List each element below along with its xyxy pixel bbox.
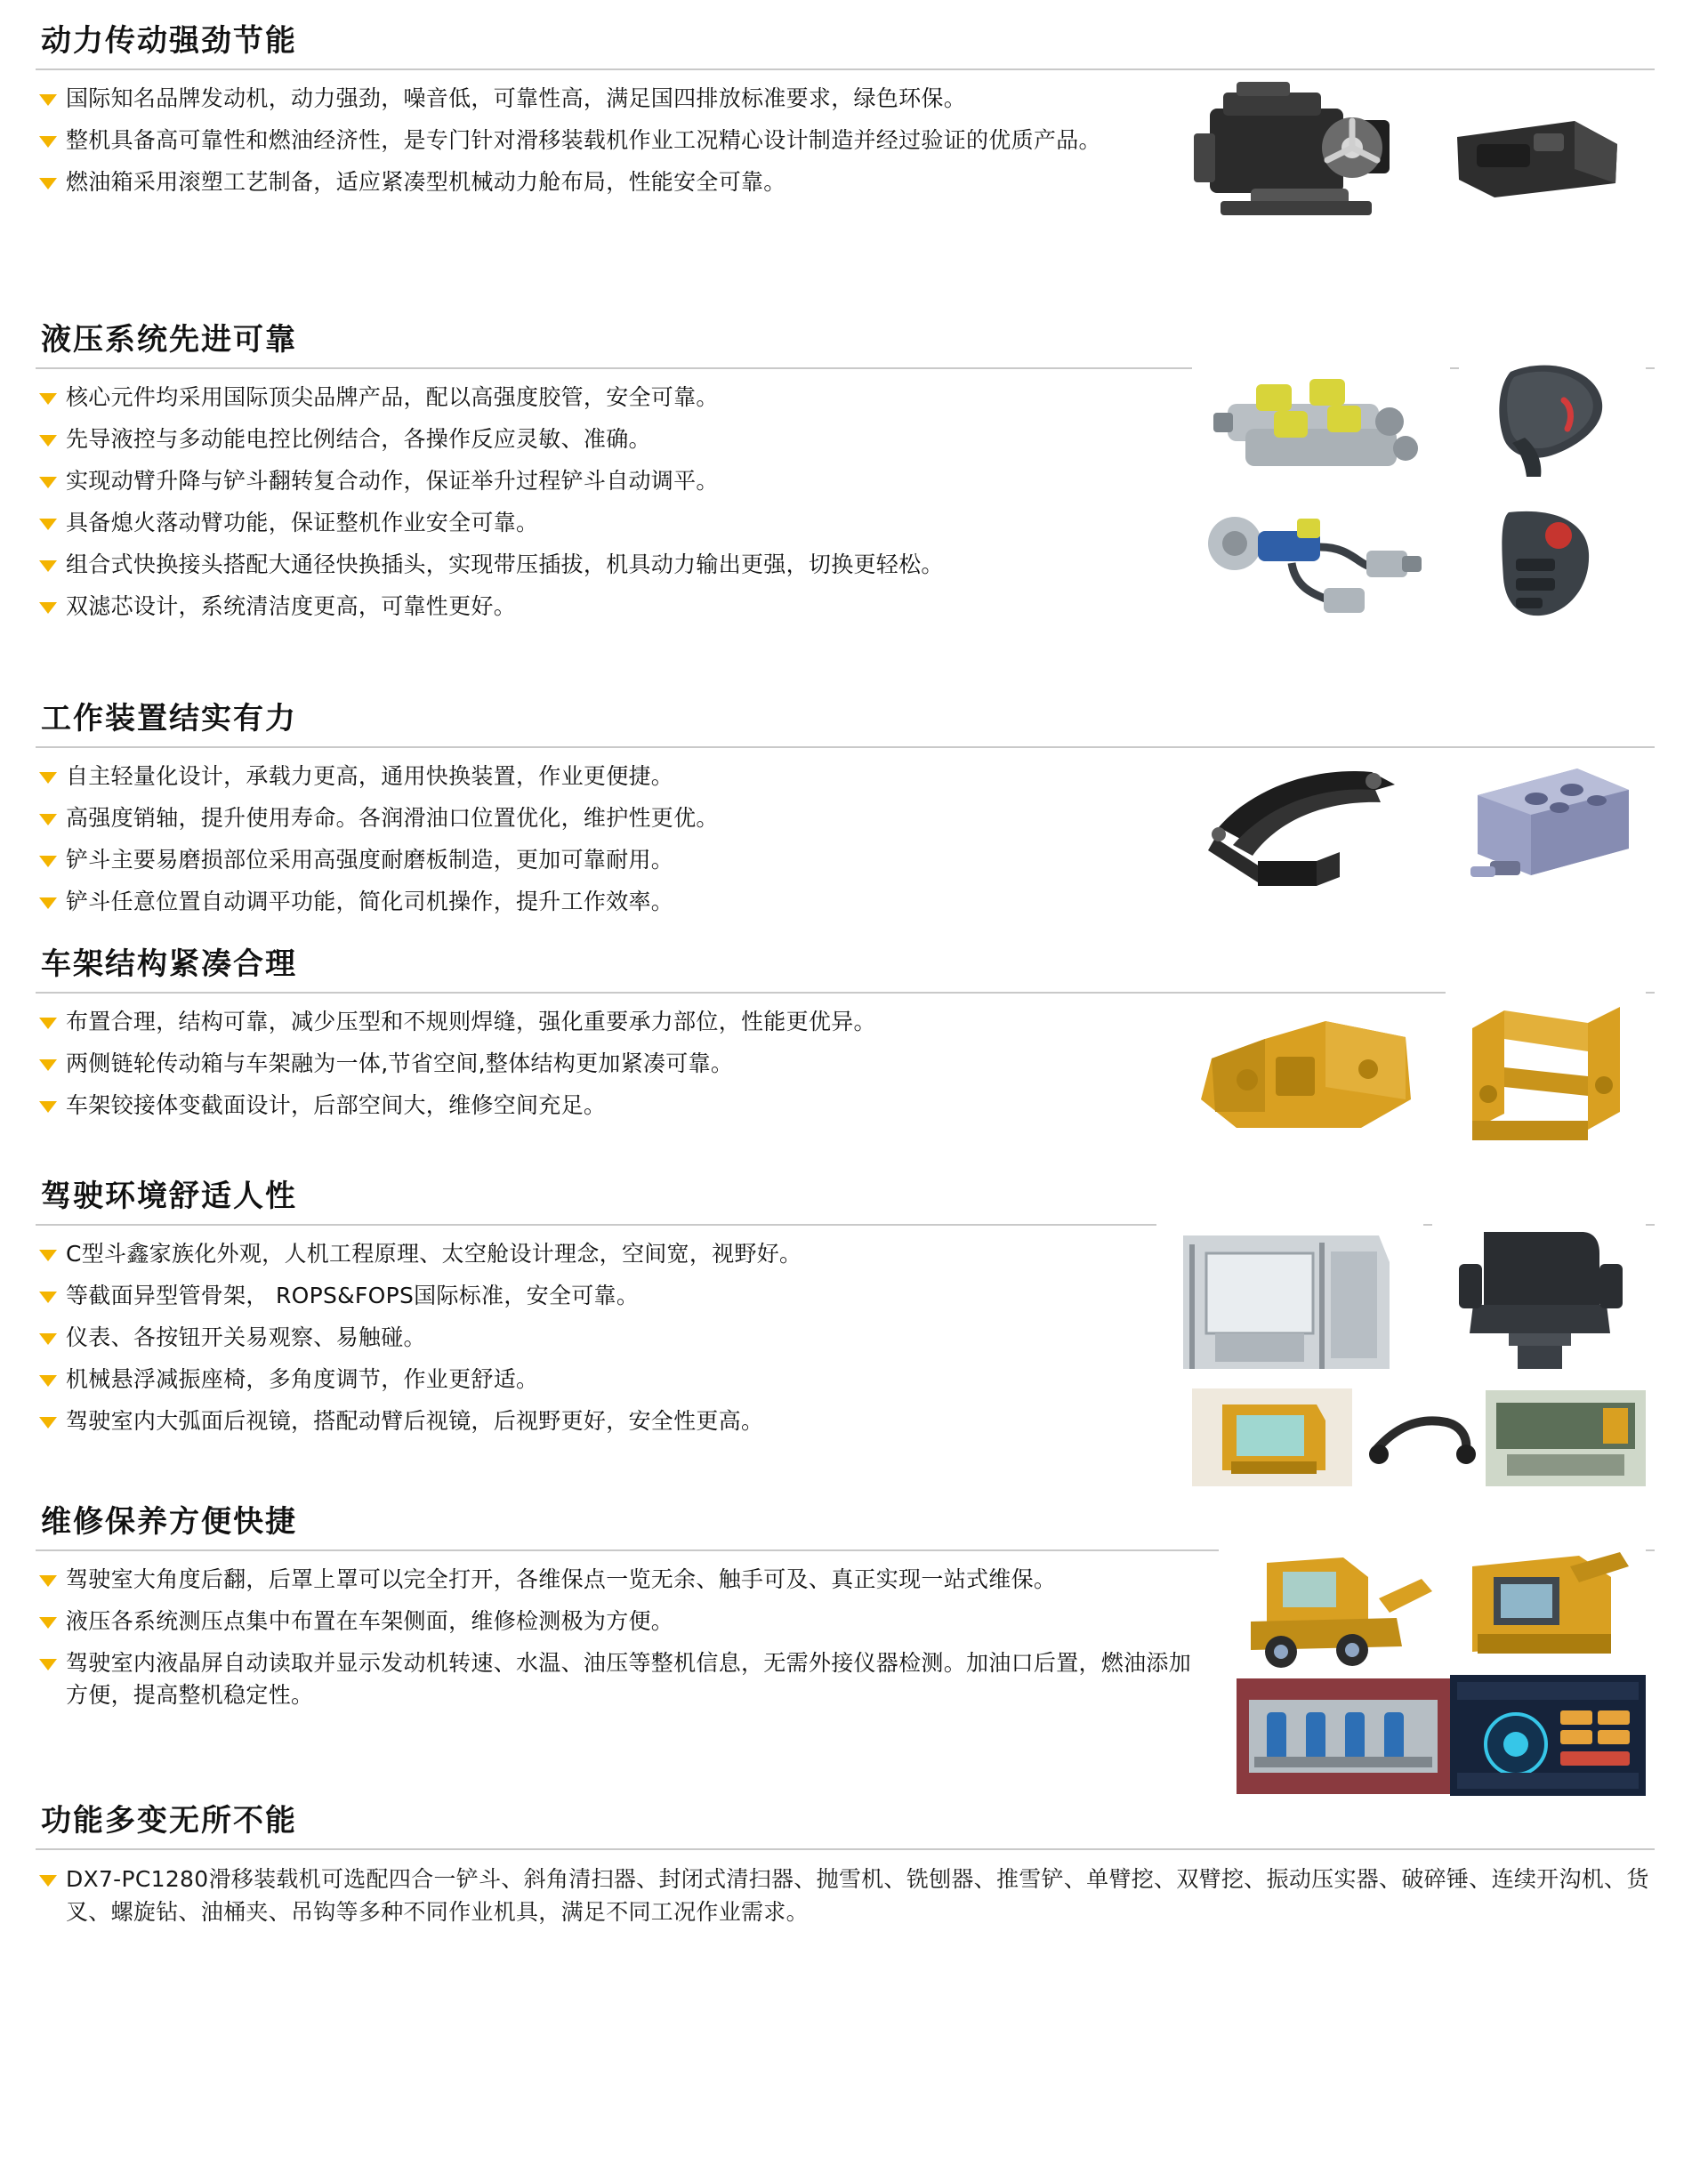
list-item-text: 双滤芯设计，系统清洁度更高，可靠性更好。 xyxy=(66,592,517,619)
valve-block-photo xyxy=(1192,363,1450,496)
fuel-tank-photo xyxy=(1441,98,1637,213)
section-versatile xyxy=(36,1799,1655,1929)
section-frame xyxy=(36,943,1655,1170)
list-item xyxy=(36,761,1219,793)
triangle-bullet-icon xyxy=(39,1417,57,1429)
section-divider xyxy=(36,992,1655,994)
triangle-bullet-icon xyxy=(39,560,57,572)
triangle-bullet-icon xyxy=(39,178,57,189)
triangle-bullet-icon xyxy=(39,602,57,614)
list-item xyxy=(36,1280,1219,1312)
triangle-bullet-icon xyxy=(39,1101,57,1113)
list-item xyxy=(36,125,1219,157)
section-title: 工作装置结实有力 xyxy=(41,701,297,736)
section-power xyxy=(36,20,1655,313)
list-item xyxy=(36,1364,1219,1396)
list-item-text: 整机具备高可靠性和燃油经济性，是专门针对滑移装载机作业工况精心设计制造并经过验证的优质产品。 xyxy=(66,126,1101,153)
bullet-list xyxy=(36,1238,1219,1437)
section-title: 维修保养方便快捷 xyxy=(41,1504,297,1540)
list-item xyxy=(36,382,1219,414)
tilted-cab-render xyxy=(1219,1536,1450,1670)
list-item xyxy=(36,1090,1219,1122)
lcd-display-photo xyxy=(1450,1675,1646,1796)
test-port-photo xyxy=(1237,1678,1450,1794)
section-title: 动力传动强劲节能 xyxy=(41,23,297,59)
triangle-bullet-icon xyxy=(39,1659,57,1670)
list-item xyxy=(36,591,1219,623)
list-item-text: 铲斗主要易磨损部位采用高强度耐磨板制造，更加可靠耐用。 xyxy=(66,846,674,873)
list-item xyxy=(36,549,1219,581)
triangle-bullet-icon xyxy=(39,856,57,867)
triangle-bullet-icon xyxy=(39,136,57,148)
bullet-list xyxy=(36,1564,1201,1711)
section-divider xyxy=(36,1848,1655,1850)
section-workgear xyxy=(36,697,1655,938)
section-title: 驾驶环境舒适人性 xyxy=(41,1179,297,1214)
section-title: 车架结构紧凑合理 xyxy=(41,946,297,982)
triangle-bullet-icon xyxy=(39,1617,57,1629)
list-item xyxy=(36,1647,1201,1711)
dashboard-photo xyxy=(1486,1390,1646,1486)
list-item-text: 高强度销轴，提升使用寿命。各润滑油口位置优化，维护性更优。 xyxy=(66,804,719,831)
list-item-text: 具备熄火落动臂功能，保证整机作业安全可靠。 xyxy=(66,509,539,535)
triangle-bullet-icon xyxy=(39,1292,57,1303)
triangle-bullet-icon xyxy=(39,1018,57,1029)
list-item xyxy=(36,423,1219,455)
list-item-text: 先导液控与多动能电控比例结合，各操作反应灵敏、准确。 xyxy=(66,425,651,452)
bullet-list xyxy=(36,1006,1219,1122)
list-item-text: 等截面异型管骨架， ROPS&FOPS国际标准，安全可靠。 xyxy=(66,1282,640,1308)
list-item xyxy=(36,1048,1219,1080)
list-item-text: 仪表、各按钮开关易观察、易触碰。 xyxy=(66,1324,426,1350)
list-item-text: 两侧链轮传动箱与车架融为一体,节省空间,整体结构更加紧凑可靠。 xyxy=(66,1050,734,1076)
triangle-bullet-icon xyxy=(39,1333,57,1345)
triangle-bullet-icon xyxy=(39,1059,57,1071)
joystick-photo xyxy=(1459,352,1646,486)
bullet-list xyxy=(36,382,1219,623)
manifold-block-render xyxy=(1454,749,1646,896)
list-item xyxy=(36,83,1219,115)
list-item xyxy=(36,1863,1655,1929)
bullet-list xyxy=(36,761,1219,918)
triangle-bullet-icon xyxy=(39,94,57,106)
engine-photo xyxy=(1174,71,1441,240)
list-item-text: 自主轻量化设计，承载力更高，通用快换装置，作业更便捷。 xyxy=(66,762,674,789)
list-item xyxy=(36,166,1219,198)
list-item xyxy=(36,1564,1201,1596)
list-item xyxy=(36,886,1219,918)
section-hydraulic xyxy=(36,318,1655,692)
list-item xyxy=(36,844,1219,876)
boom-arm-render xyxy=(1183,753,1450,895)
list-item-text: 实现动臂升降与铲斗翻转复合动作，保证举升过程铲斗自动调平。 xyxy=(66,467,719,494)
list-item-text: 液压各系统测压点集中布置在车架侧面，维修检测极为方便。 xyxy=(66,1607,674,1634)
section-divider xyxy=(36,68,1655,70)
triangle-bullet-icon xyxy=(39,772,57,784)
list-item-text: 滑移装载机可选配四合一铲斗、斜角清扫器、封闭式清扫器、抛雪机、铣刨器、推雪铲、单臂挖、双臂挖、振动压实器、破碎锤、连续开沟机、货叉、螺旋钻、油桶夹、吊钩等多种不同作业机具，满足不同工况作业需求。 xyxy=(66,1865,1649,1926)
triangle-bullet-icon xyxy=(39,1250,57,1261)
list-item xyxy=(36,1606,1201,1638)
section-title: 功能多变无所不能 xyxy=(41,1803,297,1839)
list-item-text: C型斗鑫家族化外观，人机工程原理、太空舱设计理念，空间宽，视野好。 xyxy=(66,1240,802,1267)
list-item xyxy=(36,1405,1219,1437)
triangle-bullet-icon xyxy=(39,1875,57,1887)
list-item-text: 铲斗任意位置自动调平功能，简化司机操作，提升工作效率。 xyxy=(66,888,674,914)
triangle-bullet-icon xyxy=(39,1375,57,1387)
quick-coupler-photo xyxy=(1192,501,1441,625)
triangle-bullet-icon xyxy=(39,814,57,825)
cab-render xyxy=(1192,1388,1352,1486)
list-item-text: 核心元件均采用国际顶尖品牌产品，配以高强度胶管，安全可靠。 xyxy=(66,383,719,410)
open-hood-render xyxy=(1446,1527,1646,1674)
mirror-photo xyxy=(1361,1396,1486,1485)
list-item-text: 组合式快换接头搭配大通径快换插头，实现带压插拔，机具动力输出更强，切换更轻松。 xyxy=(66,551,944,577)
list-item xyxy=(36,802,1219,834)
list-item xyxy=(36,1006,1219,1038)
frame-render-left xyxy=(1183,994,1441,1146)
section-cab xyxy=(36,1175,1655,1495)
model-code: DX7-PC1280 xyxy=(66,1865,209,1892)
list-item-text: 国际知名品牌发动机，动力强劲，噪音低，可靠性高，满足国四排放标准要求，绿色环保。 xyxy=(66,85,967,111)
control-handle-photo xyxy=(1459,496,1637,630)
bullet-list xyxy=(36,83,1219,198)
triangle-bullet-icon xyxy=(39,477,57,488)
triangle-bullet-icon xyxy=(39,897,57,909)
list-item xyxy=(36,465,1219,497)
list-item xyxy=(36,1238,1219,1270)
list-item-text: 燃油箱采用滚塑工艺制备，适应紧凑型机械动力舱布局，性能安全可靠。 xyxy=(66,168,786,195)
list-item-text: 机械悬浮减振座椅，多角度调节，作业更舒适。 xyxy=(66,1365,539,1392)
cab-interior-photo xyxy=(1156,1218,1423,1382)
list-item-text: 布置合理，结构可靠，减少压型和不规则焊缝，强化重要承力部位，性能更优异。 xyxy=(66,1008,876,1034)
seat-photo xyxy=(1432,1212,1646,1377)
triangle-bullet-icon xyxy=(39,519,57,530)
frame-render-right xyxy=(1446,987,1646,1147)
triangle-bullet-icon xyxy=(39,435,57,447)
triangle-bullet-icon xyxy=(39,393,57,405)
triangle-bullet-icon xyxy=(39,1575,57,1587)
list-item xyxy=(36,507,1219,539)
section-service xyxy=(36,1501,1655,1794)
section-divider xyxy=(36,746,1655,748)
list-item-text: 驾驶室大角度后翻，后罩上罩可以完全打开，各维保点一览无余、触手可及、真正实现一站式维保。 xyxy=(66,1565,1057,1592)
list-item-text: 驾驶室内大弧面后视镜，搭配动臂后视镜，后视野更好，安全性更高。 xyxy=(66,1407,764,1434)
section-title: 液压系统先进可靠 xyxy=(41,322,297,358)
list-item-text: 车架铰接体变截面设计，后部空间大，维修空间充足。 xyxy=(66,1091,607,1118)
list-item xyxy=(36,1322,1219,1354)
list-item-text: 驾驶室内液晶屏自动读取并显示发动机转速、水温、油压等整机信息，无需外接仪器检测。加油口后置，燃油添加方便，提高整机稳定性。 xyxy=(66,1649,1192,1708)
